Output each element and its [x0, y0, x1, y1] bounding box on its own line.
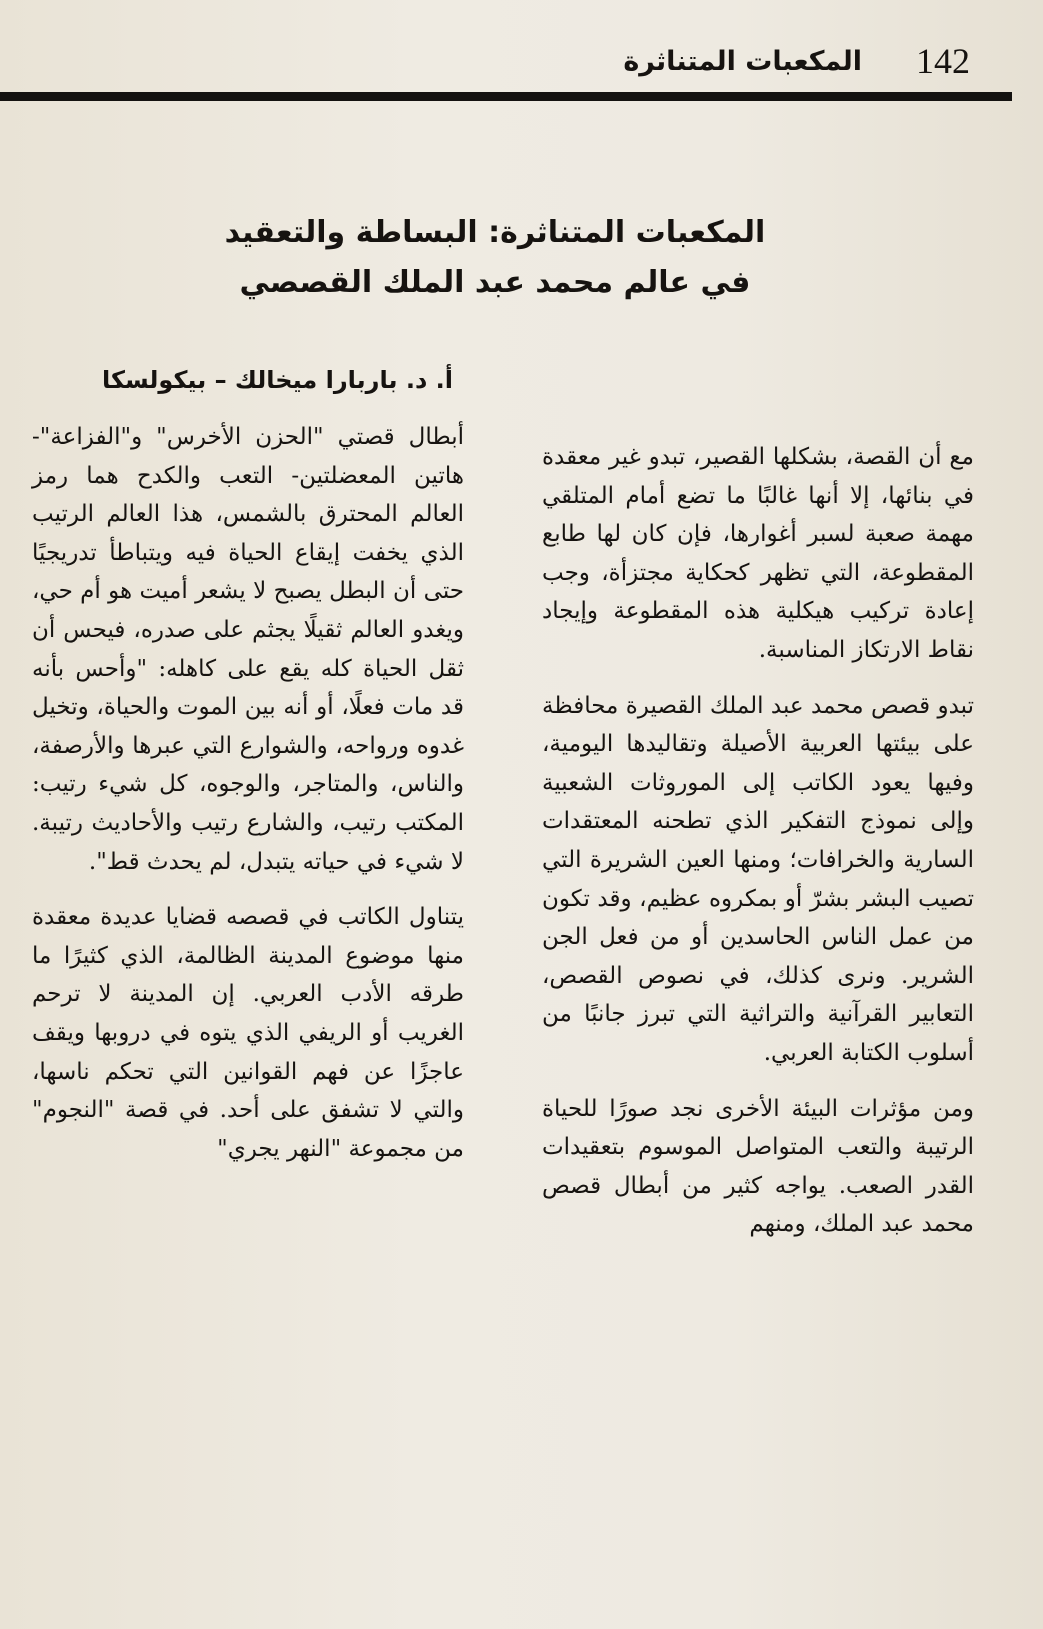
article-title-line-1: المكعبات المتناثرة: البساطة والتعقيد	[224, 215, 766, 250]
paragraph: ومن مؤثرات البيئة الأخرى نجد صورًا للحياة الرتيبة والتعب المتواصل الموسوم بتعقيدات القدر الصعب. يواجه كثير من أبطال قصص محمد عبد الملك، ومنهم	[542, 1095, 974, 1238]
left-column	[32, 418, 464, 1185]
page-header	[0, 38, 1010, 84]
header-rule	[0, 92, 1012, 101]
article-title-line-2: في عالم محمد عبد الملك القصصي	[239, 265, 751, 300]
right-column	[542, 438, 974, 1261]
page-number: 142	[916, 41, 970, 81]
paragraph: يتناول الكاتب في قصصه قضايا عديدة معقدة منها موضوع المدينة الظالمة، الذي كثيرًا ما طرقه الأدب العربي. إن المدينة لا ترحم الغريب أو الريفي الذي يتوه في دروبها ويقف عاجزًا عن فهم القوانين التي تحكم ناسها، والتي لا تشفق على أحد. في قصة "النجوم" من مجموعة "النهر يجري"	[32, 904, 464, 1162]
article-author: أ. د. باربارا ميخالك – بيكولسكا	[102, 366, 453, 394]
running-title: المكعبات المتناثرة	[623, 46, 862, 77]
paragraph: تبدو قصص محمد عبد الملك القصيرة محافظة على بيئتها العربية الأصيلة وتقاليدها اليومية، وفيها يعود الكاتب إلى الموروثات الشعبية وإلى نموذج التفكير الذي تطحنه المعتقدات السارية والخرافات؛ ومنها العين الشريرة التي تصيب البشر بشرّ أو بمكروه عظيم، وقد تكون من عمل الناس الحاسدين أو من فعل الجن الشرير. ونرى كذلك، في نصوص القصص، التعابير القرآنية والتراثية التي تبرز جانبًا من أسلوب الكتابة العربي.	[542, 692, 974, 1066]
article-title	[150, 208, 840, 308]
paragraph: مع أن القصة، بشكلها القصير، تبدو غير معقدة في بنائها، إلا أنها غالبًا ما تضع أمام المتلقي مهمة صعبة لسبر أغوارها، فإن كان لها طابع المقطوعة، التي تظهر كحكاية مجتزأة، وجب إعادة تركيب هيكلية هذه المقطوعة وإيجاد نقاط الارتكاز المناسبة.	[542, 444, 974, 663]
paragraph: أبطال قصتي "الحزن الأخرس" و"الفزاعة"-هاتين المعضلتين- التعب والكدح هما رمز العالم المحترق بالشمس، هذا العالم الرتيب الذي يخفت إيقاع الحياة فيه ويتباطأ تدريجيًا حتى أن البطل يصبح لا يشعر أميت هو أم حي، ويغدو العالم ثقيلًا يجثم على صدره، فيحس أن ثقل الحياة كله يقع على كاهله: "وأحس بأنه قد مات فعلًا، أو أنه بين الموت والحياة، وتخيل غدوه ورواحه، والشوارع التي عبرها والأرصفة، والناس، والمتاجر، والوجوه، كل شيء رتيب: المكتب رتيب، والشارع رتيب والأحاديث رتيبة. لا شيء في حياته يتبدل، لم يحدث قط".	[32, 424, 464, 875]
